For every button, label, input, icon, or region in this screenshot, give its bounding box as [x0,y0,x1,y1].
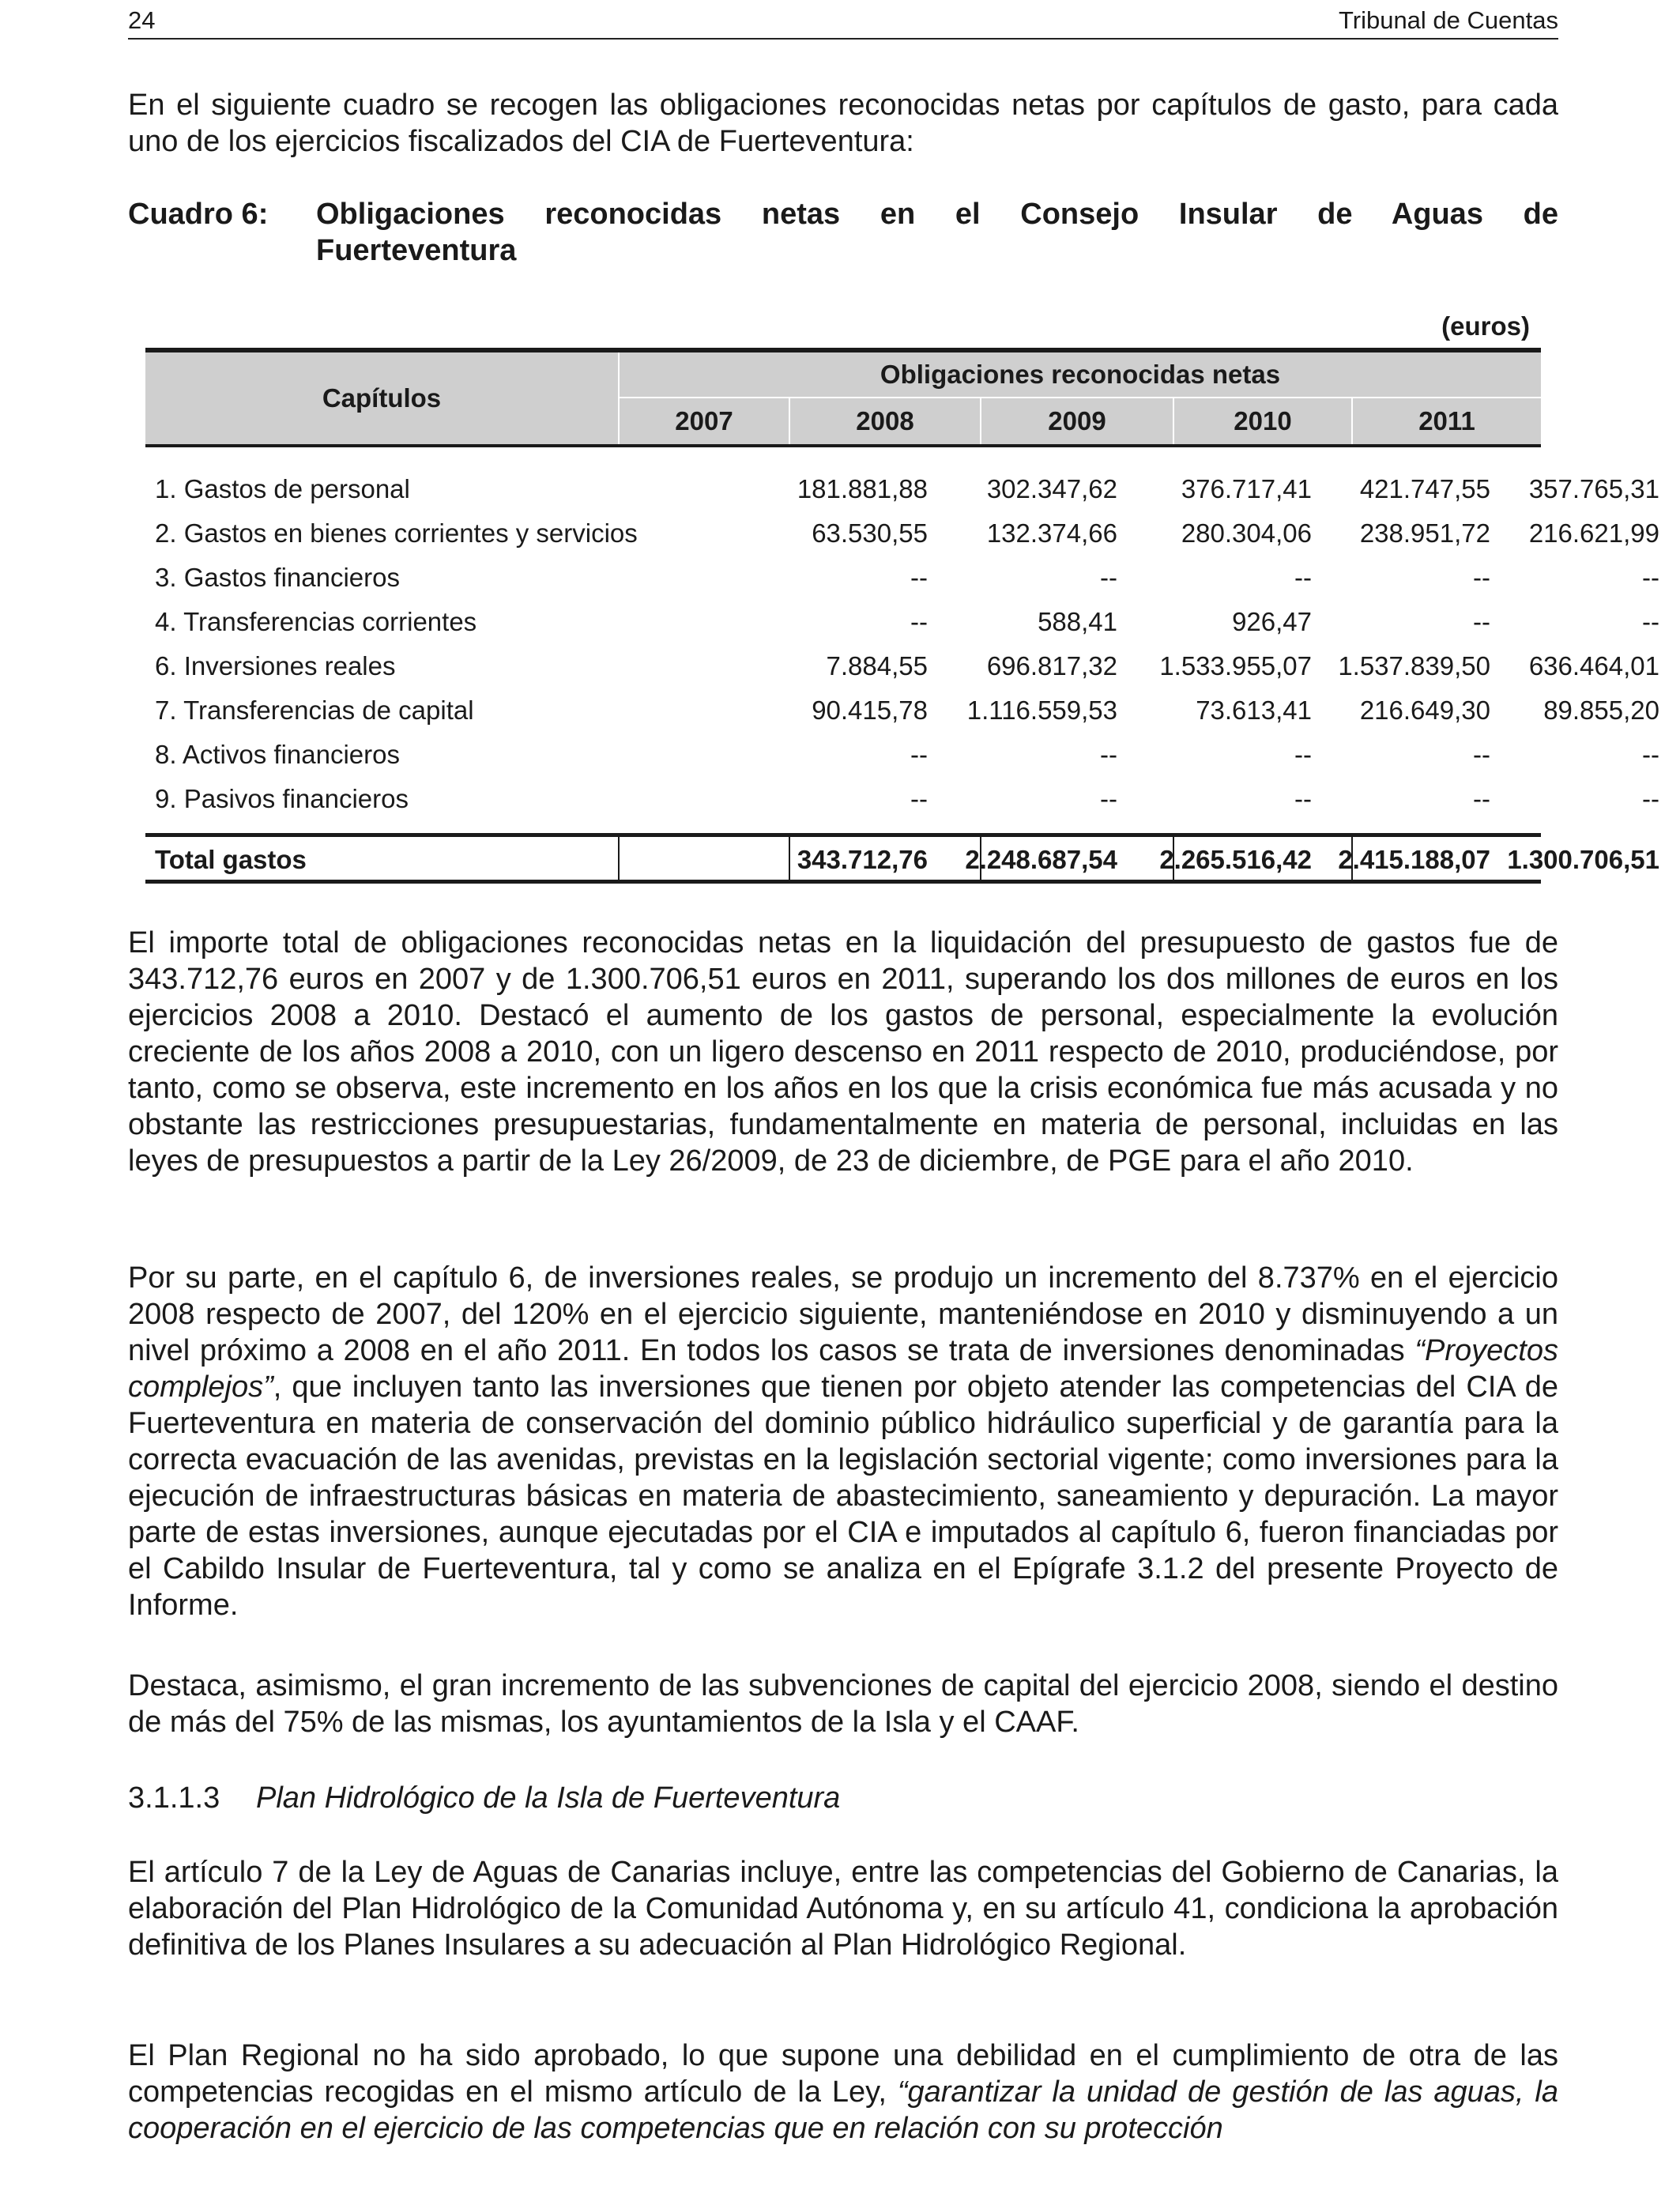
page-number: 24 [128,6,156,34]
table-row [145,512,1659,556]
caption-text [316,196,1558,269]
caption-line-2: Fuerteventura [316,234,517,267]
cell-2007: -- [910,740,928,769]
paragraph-regional-plan [128,2038,1558,2147]
column-divider [618,837,620,880]
cell-2010: 421.747,55 [1359,474,1490,503]
cell-2007: 7.884,55 [826,651,928,680]
total-2010: 2.415.188,07 [1338,845,1490,874]
page-header [128,6,1558,40]
cell-2009: -- [1294,563,1312,592]
row-label: 2. Gastos en bienes corrientes y servicios [155,518,638,548]
units-label: (euros) [1441,311,1530,341]
cell-2008: 1.116.559,53 [966,696,1117,725]
cell-2009: 73.613,41 [1196,696,1312,725]
cell-2009: 280.304,06 [1181,518,1312,548]
cell-2008: -- [1100,740,1117,769]
section-title: Plan Hidrológico de la Isla de Fuerteventura [256,1781,841,1815]
total-label: Total gastos [155,845,307,874]
cell-2007: 181.881,88 [797,474,928,503]
cell-2008: 696.817,32 [986,651,1117,680]
publisher-name: Tribunal de Cuentas [1338,6,1558,34]
paragraph-investments-part-2: , que incluyen tanto las inversiones que tienen por objeto atender las competencias del CIA de Fuerteventura en materia de conservación del dominio público hidráulico superficial y de garantía para la correcta evacuación de las avenidas, previstas en la legislación sectorial vigente; como inversiones para la ejecución de infraestructuras básicas en materia de abastecimiento, saneamiento y depuración. La mayor parte de estas inversiones, aunque ejecutadas por el CIA e imputados al capítulo 6, fueron financiadas por el Cabildo Insular de Fuerteventura, tal y como se analiza en el Epígrafe 3.1.2 del presente Proyecto de Informe. [128,1370,1558,1622]
paragraph-subsidies: Destaca, asimismo, el gran incremento de las subvenciones de capital del ejercicio 2008, siendo el destino de más del 75% de las mismas, los ayuntamientos de la Isla y el CAAF. [128,1669,1558,1739]
cell-2008: -- [1100,784,1117,813]
intro-paragraph: En el siguiente cuadro se recogen las obligaciones reconocidas netas por capítulos de gasto, para cada uno de los ejercicios fiscalizados del CIA de Fuerteventura: [128,89,1558,158]
cell-2011: -- [1642,607,1659,636]
row-label: 9. Pasivos financieros [155,784,409,813]
cell-2009: 1.533.955,07 [1159,651,1312,680]
table-row [145,689,1659,733]
header-year: 2009 [981,398,1174,444]
table-row [145,601,1659,645]
total-2009: 2.265.516,42 [1159,845,1312,874]
table-row [145,645,1659,689]
caption-label: Cuadro 6: [128,198,269,231]
cell-2008: 588,41 [1038,607,1117,636]
cell-2011: -- [1642,784,1659,813]
cell-2010: -- [1473,563,1490,592]
header-chapters: Capítulos [145,352,620,444]
cell-2008: 302.347,62 [986,474,1117,503]
row-label: 1. Gastos de personal [155,474,410,503]
projects-complex-quote: “Proyectos complejos” [128,1334,1558,1404]
header-year: 2011 [1418,406,1475,435]
cell-2008: -- [1100,563,1117,592]
cell-2009: -- [1294,784,1312,813]
total-2008: 2.248.687,54 [965,845,1117,874]
paragraph-regional-plan-part-1: El Plan Regional no ha sido aprobado, lo que supone una debilidad en el cumplimiento de otra de las competencias recogidas en el mismo artículo de la Ley, [128,2039,1558,2109]
cell-2008: 132.374,66 [986,518,1117,548]
cell-2007: -- [910,784,928,813]
cell-2010: -- [1473,607,1490,636]
row-label: 4. Transferencias corrientes [155,607,477,636]
cell-2011: 636.464,01 [1528,651,1659,680]
cell-2007: 90.415,78 [812,696,928,725]
paragraph-water-law: El artículo 7 de la Ley de Aguas de Canarias incluye, entre las competencias del Gobierno de Canarias, la elaboración del Plan Hidrológico de la Comunidad Autónoma y, en su artículo 41, condiciona la aprobación definitiva de los Planes Insulares a su adecuación al Plan Hidrológico Regional. [128,1856,1558,1962]
total-2011: 1.300.706,51 [1507,845,1659,874]
row-label: 8. Activos financieros [155,740,400,769]
table-header [145,348,1541,447]
cell-2011: 357.765,31 [1528,474,1659,503]
row-label: 3. Gastos financieros [155,563,400,592]
table-row [145,556,1659,601]
cell-2011: -- [1642,563,1659,592]
cell-2010: -- [1473,784,1490,813]
cell-2011: -- [1642,740,1659,769]
header-group: Obligaciones reconocidas netas [620,352,1541,398]
cell-2007: -- [910,607,928,636]
row-label: 6. Inversiones reales [155,651,396,680]
total-row [145,833,1659,884]
header-year: 2007 [620,398,790,444]
cell-2007: -- [910,563,928,592]
cell-2009: 926,47 [1232,607,1312,636]
cell-2007: 63.530,55 [812,518,928,548]
cell-2011: 216.621,99 [1528,518,1659,548]
cell-2010: 1.537.839,50 [1338,651,1490,680]
table-row [145,468,1659,512]
caption-line-1: Obligaciones reconocidas netas en el Consejo Insular de Aguas de [316,198,1558,231]
paragraph-total-obligations: El importe total de obligaciones reconocidas netas en la liquidación del presupuesto de gastos fue de 343.712,76 euros en 2007 y de 1.300.706,51 euros en 2011, superando los dos millones de euros en los ejercicios 2008 a 2010. Destacó el aumento de los gastos de personal, especialmente la evolución creciente de los años 2008 a 2010, con un ligero descenso en 2011 respecto de 2010, produciéndose, por tanto, como se observa, este incremento en los años en los que la crisis económica fue más acusada y no obstante las restricciones presupuestarias, fundamentalmente en materia de personal, incluidas en las leyes de presupuestos a partir de la Ley 26/2009, de 23 de diciembre, de PGE para el año 2010. [128,926,1558,1178]
cell-2009: -- [1294,740,1312,769]
section-number: 3.1.1.3 [128,1781,220,1815]
cell-2010: 238.951,72 [1359,518,1490,548]
cell-2010: 216.649,30 [1359,696,1490,725]
table-row [145,778,1659,822]
table-row [145,733,1659,778]
law-quote: “garantizar la unidad de gestión de las aguas, la cooperación en el ejercicio de las competencias que en relación con su protección [128,2075,1558,2145]
header-year: 2010 [1174,398,1353,444]
column-divider [789,837,790,880]
cell-2009: 376.717,41 [1181,474,1312,503]
paragraph-investments-part-1: Por su parte, en el capítulo 6, de inversiones reales, se produjo un incremento del 8.737% en el ejercicio 2008 respecto de 2007, del 120% en el ejercicio siguiente, manteniéndose en 2010 y disminuyendo a un nivel próximo a 2008 en el año 2011. En todos los casos se trata de inversiones denominadas [128,1261,1558,1367]
row-label: 7. Transferencias de capital [155,696,474,725]
cell-2011: 89.855,20 [1543,696,1659,725]
header-year: 2008 [790,398,981,444]
cell-2010: -- [1473,740,1490,769]
total-2007: 343.712,76 [797,845,928,874]
paragraph-investments [128,1260,1558,1623]
